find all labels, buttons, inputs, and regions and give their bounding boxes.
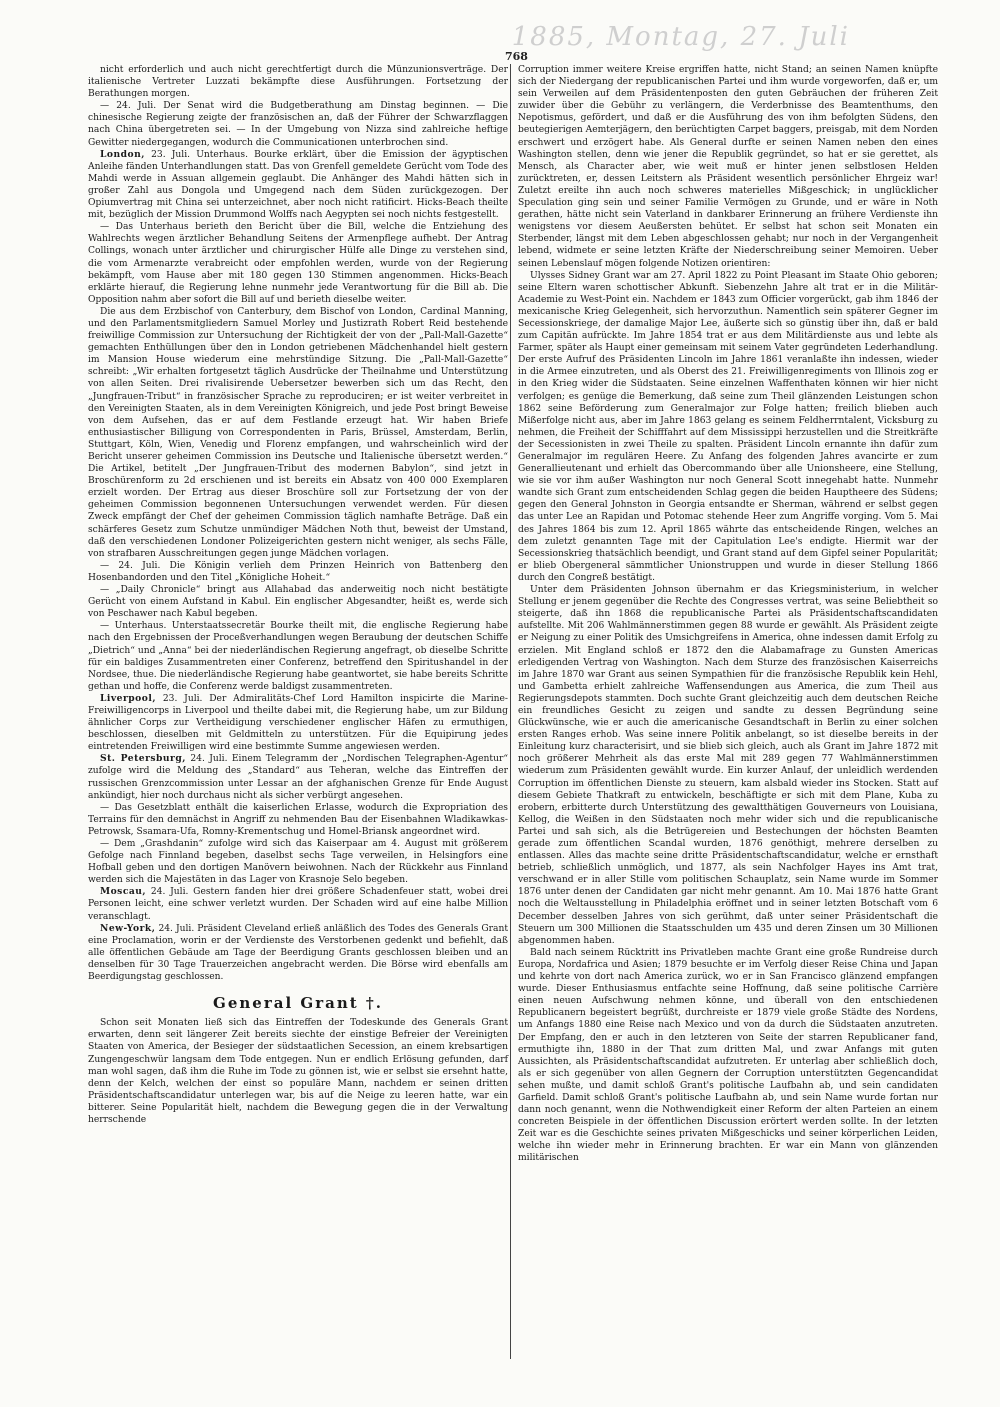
article-paragraph bbox=[518, 947, 938, 1165]
article-heading: General Grant †. bbox=[213, 994, 383, 1013]
article-paragraph bbox=[88, 100, 508, 148]
paragraph-text: — „Daily Chronicle“ bringt aus Allahabad das anderweitig noch nicht bestätigte Gerücht von einem Aufstand in Kabul. Ein englischer Abgesandter, heißt es, werde sich von Peschawer nach Kabul begeben. bbox=[88, 585, 508, 620]
article-paragraph bbox=[88, 838, 508, 886]
right-column bbox=[518, 64, 938, 1359]
dateline-city: London, bbox=[100, 148, 145, 160]
paragraph-text: 24. Juli. Präsident Cleveland erließ anläßlich des Todes des Generals Grant eine Proclamation, worin er der Verdienste des Verstorbenen gedenkt und befiehlt, daß alle öffentlichen Gebäude am Tage der Beerdigung Grants geschlossen bleiben und an denselben für 30 Tage Trauerzeichen angebracht werden. Die Börse wird ebenfalls am Beerdigungstag geschlossen. bbox=[88, 923, 509, 983]
article-paragraph bbox=[518, 270, 938, 584]
bleed-through-text: 1885, Montag, 27. Juli bbox=[511, 22, 850, 52]
paragraph-text: 23. Juli. Der Admiralitäts-Chef Lord Hamilton inspicirte die Marine-Freiwilligencorps in Liverpool und theilte dabei mit, die Regierung habe, um zur Bildung ähnlicher Corps zur Vertheidigung verschiedener englischer Häfen zu ermuthigen, beschlossen, dieselben mit Geldmitteln zu unterstützen. Für die Equipirung jedes eintretenden Freiwilligen wird eine bestimmte Summe angewiesen werden. bbox=[88, 693, 508, 753]
paragraph-text: 24. Juli. Gestern fanden hier drei größere Schadenfeuer statt, wobei drei Personen leicht, eine schwer verletzt wurden. Der Schaden wird auf eine halbe Million veranschlagt. bbox=[88, 887, 508, 922]
paragraph-text: — Dem „Grashdanin“ zufolge wird sich das Kaiserpaar am 4. August mit größerem Gefolge nach Finnland begeben, daselbst sechs Tage verweilen, in Helsingfors eine Hofball geben und den dortigen Manövern beiwohnen. Nach der Rückkehr aus Finnland werden sich die Majestäten in das Lager von Krasnoje Selo begeben. bbox=[88, 839, 508, 886]
article-paragraph bbox=[88, 923, 508, 983]
article-paragraph bbox=[88, 584, 508, 620]
article-paragraph bbox=[88, 1017, 508, 1126]
article-paragraph bbox=[88, 753, 508, 801]
article-paragraph bbox=[88, 221, 508, 306]
article-paragraph bbox=[518, 584, 938, 947]
paragraph-text: Die aus dem Erzbischof von Canterbury, dem Bischof von London, Cardinal Manning, und den Parlamentsmitgliedern Samuel Morley und Justizrath Robert Reid bestehende freiwillige Commission zur Untersuchung der Richtigkeit der von der „Pall-Mall-Gazette“ gemachten Enthüllungen über den in London getriebenen Mädchenhandel hielt gestern im Mansion House wiederum eine mehrstündige Sitzung. Die „Pall-Mall-Gazette“ schreibt: „Wir erhalten fortgesetzt täglich Ausdrücke der Theilnahme und Unterstützung von allen Seiten. Drei rivalisirende Uebersetzer bewerben sich um das Recht, den „Jungfrauen-Tribut“ in französischer Sprache zu reproduciren; er ist weiter verbreitet in den Vereinigten Staaten, als in dem Vereinigten Königreich, und jede Post bringt Beweise von dem Aufsehen, das er auf dem Festlande erzeugt hat. Wir haben Briefe enthusiastischer Billigung von Correspondenten in Paris, Brüssel, Amsterdam, Berlin, Stuttgart, Köln, Wien, Venedig und Florenz empfangen, und wahrscheinlich wird der Bericht unserer geheimen Commission ins Deutsche und Italienische übersetzt werden.“ Die Artikel, betitelt „Der Jungfrauen-Tribut des modernen Babylon“, sind jetzt in Broschürenform zu 2d erschienen und ist bereits ein Absatz von 400 000 Exemplaren erzielt worden. Der Ertrag aus dieser Broschüre soll zur Fortsetzung der von der geheimen Commission begonnenen Untersuchungen verwendet werden. Für diesen Zweck empfängt der Chef der geheimen Commission täglich namhafte Beträge. Daß ein schärferes Gesetz zum Schutze unmündiger Mädchen Noth thut, beweist der Umstand, daß den verschiedenen Londoner Polizeigerichten gestern nicht weniger, als sechs Fälle, von strafbaren Ausschreitungen gegen junge Mädchen vorlagen. bbox=[88, 306, 508, 559]
paragraph-text: — Das Gesetzblatt enthält die kaiserlichen Erlasse, wodurch die Expropriation des Terrains für den demnächst in Angriff zu nehmenden Bau der Eisenbahnen Wladikawkas-Petrowsk, Ssamara-Ufa, Romny-Krementschug und Homel-Briansk angeordnet wird. bbox=[88, 802, 508, 837]
dateline-city: Moscau, bbox=[100, 886, 147, 898]
paragraph-text: Unter dem Präsidenten Johnson übernahm er das Kriegsministerium, in welcher Stellung er jenem gegenüber die Rechte des Congresses vertrat, was seine Beliebtheit so steigerte, daß ihn 1868 die republicanische Partei als Präsidentschaftscandidaten aufstellte. Mit 206 Wahlmännerstimmen gegen 88 wurde er gewählt. Als Präsident zeigte er Neigung zu einer Politik des Umsichgreifens in America, ohne indessen damit Erfolg zu erzielen. Mit England schloß er 1872 den die Alabamafrage zu Gunsten Americas erledigenden Vertrag von Washington. Nach dem Sturze des französischen Kaiserreichs im Jahre 1870 war Grant aus seinen Sympathien für die französische Republik kein Hehl, und Gambetta erhielt zahlreiche Waffensendungen aus America, die zum Theil aus Regierungsdepots stammten. Doch suchte Grant gleichzeitig auch dem deutschen Reiche ein freundliches Gesicht zu zeigen und sandte zu dessen Begründung seine Glückwünsche, wie er auch die americanische Gesandtschaft in Berlin zu einer solchen ersten Ranges erhob. Was seine innere Politik anbelangt, so ist dieselbe bereits in der Einleitung kurz characterisirt, und sie blieb sich gleich, auch als Grant im Jahre 1872 mit noch größerer Mehrheit als das erste Mal mit 289 gegen 77 Wahlmännerstimmen wiederum zum Präsidenten gewählt wurde. Ein kurzer Anlauf, der unleidlich werdenden Corruption im öffentlichen Dienste zu steuern, kam alsbald wieder ins Stocken. Statt auf diesem Gebiete Thatkraft zu entwickeln, beschäftigte er sich mit dem Plane, Kuba zu erobern, erbitterte durch Unterstützung des gewaltthätigen Gouverneurs von Louisiana, Kellog, die Weißen in den Südstaaten noch mehr wider sich und die republicanische Partei und sah sich, als die Betrügereien und Bestechungen der höchsten Beamten gerade zum öffentlichen Scandal wurden, 1876 genöthigt, mehrere derselben zu entlassen. Alles das machte seine dritte Präsidentschaftscandidatur, welche er ernsthaft betrieb, schließlich unmöglich, und 1877, als sein Nachfolger Hayes ins Amt trat, verschwand er in aller Stille vom politischen Schauplatz, sein Name wurde im Sommer 1876 unter denen der Candidaten gar nicht mehr genannt. Am 10. Mai 1876 hatte Grant noch die Weltausstellung in Philadelphia eröffnet und in seiner letzten Botschaft vom 6 December desselben Jahres von sich gerühmt, daß unter seiner Präsidentschaft die Steuern um 300 Millionen die Staatsschulden um 435 und deren Zinsen um 30 Millionen abgenommen haben. bbox=[518, 585, 938, 946]
article-paragraph bbox=[88, 560, 508, 584]
article-paragraph bbox=[88, 306, 508, 560]
paragraph-text: Bald nach seinem Rücktritt ins Privatleben machte Grant eine große Rundreise durch Europa, Nordafrica und Asien; 1879 besuchte er im Verfolg dieser Reise China und Japan und kehrte von dort nach America zurück, wo er in San Francisco glänzend empfangen wurde. Dieser Enthusiasmus entfachte seine Hoffnung, daß seine politische Carrière einen neuen Aufschwung nehmen könne, und überall von den entschiedenen Republicanern begeistert begrüßt, durchreiste er 1879 viele große Städte des Nordens, um Anfangs 1880 eine Reise nach Mexico und von da durch die Südstaaten anzutreten. Der Empfang, den er auch in den letzteren von Seite der starren Republicaner fand, ermuthigte ihn, 1880 in der That zum dritten Mal, und zwar Anfangs mit guten Aussichten, als Präsidentschaftscandidat aufzutreten. Er unterlag aber schließlich doch, als er sich gegenüber von allen Gegnern der Corruption unterstützten Gegencandidat sehen mußte, und damit schloß Grant's politische Laufbahn ab, und sein candidaten Garfield. Damit schloß Grant's politische Laufbahn ab, und sein Name wurde fortan nur dann noch genannt, wenn die Nothwendigkeit einer Reform der alten Parteien an einem concreten Beispiele in der öffentlichen Discussion erörtert werden sollte. In der letzten Zeit war es die Geschichte seines privaten Mißgeschicks und seiner körperlichen Leiden, welche ihn wieder mehr in Erinnerung brachten. Er war ein Mann von glänzenden militärischen bbox=[518, 947, 938, 1164]
paragraph-text: nicht erforderlich und auch nicht gerechtfertigt durch die Münzunionsverträge. Der italienische Vertreter Luzzati bekämpfte diese Ausführungen. Fortsetzung der Berathungen morgen. bbox=[88, 65, 508, 100]
paragraph-text: — Unterhaus. Unterstaatssecretär Bourke theilt mit, die englische Regierung habe nach den Ergebnissen der Proceßverhandlungen wegen Beraubung der deutschen Schiffe „Dietrich“ und „Anna“ bei der niederländischen Regierung angefragt, ob dieselbe Schritte für ein baldiges Zusammentreten einer Conferenz, betreffend den Spiritushandel in der Nordsee, thue. Die niederländische Regierung habe geantwortet, sie habe bereits Schritte gethan und hoffe, die Conferenz werde baldigst zusammentreten. bbox=[88, 621, 508, 692]
paragraph-text: — 24. Juli. Die Königin verlieh dem Prinzen Heinrich von Battenberg den Hosenbandorden und den Titel „Königliche Hoheit.“ bbox=[88, 560, 508, 583]
paragraph-text: Ulysses Sidney Grant war am 27. April 1822 zu Point Pleasant im Staate Ohio geboren; seine Eltern waren schottischer Abkunft. Siebenzehn Jahre alt trat er in die Militär-Academie zu West-Point ein. Nachdem er 1843 zum Officier vorgerückt, gab ihm 1846 der mexicanische Krieg Gelegenheit, sich hervorzuthun. Namentlich sein späterer Gegner im Secessionskriege, der damalige Major Lee, äußerte sich so günstig über ihn, daß er bald zum Capitän aufrückte. Im Jahre 1854 trat er aus dem Militärdienste aus und lebte als Farmer, später als Haupt einer gemeinsam mit seinem Vater gegründeten Lederhandlung. Der erste Aufruf des Präsidenten Lincoln im Jahre 1861 veranlaßte ihn indessen, wieder in die Armee einzutreten, und als Oberst des 21. Freiwilligenregiments von Illinois zog er in den Krieg wider die Südstaaten. Seine einzelnen Waffenthaten können wir hier nicht verfolgen; es genüge die Bemerkung, daß seine zum Theil glänzenden Leistungen schon 1862 seine Beförderung zum Generalmajor zur Folge hatten; freilich blieben auch Mißerfolge nicht aus, aber im Jahre 1863 gelang es seinem Feldherrntalent, Vicksburg zu nehmen, die Freiheit der Schifffahrt auf dem Mississippi herzustellen und die Streitkräfte der Secessionisten in zwei Theile zu spalten. Präsident Lincoln ernannte ihn dafür zum Generalmajor im regulären Heere. Zu Anfang des folgenden Jahres avancirte er zum Generallieutenant und erhielt das Obercommando über alle Unionsheere, eine Stellung, wie sie vor ihm außer Washington nur noch General Scott innegehabt hatte. Nunmehr wandte sich Grant zum entscheidenden Schlag gegen die beiden Hauptheere des Südens; gegen den General Johnston in Georgia entsandte er Sherman, während er selbst gegen das unter Lee an Rapidan und Potomac stehende Heer zum Angriffe vorging. Vom 5. Mai des Jahres 1864 bis zum 12. April 1865 währte das entscheidende Ringen, welches an dem zuletzt genannten Tage mit der Capitulation Lee's endigte. Hiermit war der Secessionskrieg thatsächlich beendigt, und Grant stand auf dem Gipfel seiner Popularität; er blieb Obergeneral sämmtlicher Unionstruppen und wurde in dieser Stellung 1866 durch den Congreß bestätigt. bbox=[518, 270, 938, 583]
dateline-city: New-York, bbox=[100, 922, 156, 934]
article-paragraph bbox=[88, 693, 508, 753]
article-paragraph bbox=[88, 802, 508, 838]
paragraph-text: Corruption immer weitere Kreise ergriffen hatte, nicht Stand; an seinen Namen knüpfte sich der Niedergang der republicanischen Partei und ihm wurde vorgeworfen, daß er, um sein Verweilen auf dem Präsidentenposten den guten Gebräuchen der früheren Zeit zuwider über die Gebühr zu verlängern, die Verderbnisse des Beamtenthums, den Nepotismus, gefördert, und daß er die Ausführung des von ihm befolgten Südens, den beutegierigen Aemterjägern, den berüchtigten Carpet baggers, preisgab, mit dem Norden erschwert und erzögert habe. Als General durfte er seinen Namen neben den eines Washington stellen, denn wie jener die Republik gegründet, so hat er sie gerettet, als Mensch, als Character aber, wie weit muß er hinter jenen selbstlosen Helden zurücktreten, er, dessen Leitstern als Präsident wesentlich persönlicher Ehrgeiz war! Zuletzt ereilte ihn auch noch schweres materielles Mißgeschick; in unglücklicher Speculation ging sein und seiner Familie Vermögen zu Grunde, und er wäre in Noth gerathen, hätte nicht sein Vaterland in dankbarer Erinnerung an frühere Verdienste ihn wenigstens vor diesem Aeußersten behütet. Er selbst hat schon seit Monaten ein Sterbender, längst mit dem Leben abgeschlossen gehabt; nur noch in der Vergangenheit lebend, widmete er seine letzten Kräfte der Niederschreibung seiner Memoiren. Ueber seinen Lebenslauf mögen folgende Notizen orientiren: bbox=[518, 65, 938, 269]
article-paragraph bbox=[88, 64, 508, 100]
paragraph-text: — Das Unterhaus berieth den Bericht über die Bill, welche die Entziehung des Wahlrechts wegen ärztlicher Behandlung Seitens der Armenpflege aufhebt. Der Antrag Collings, wonach unter ärztlicher und chirurgischer Hülfe alle Dinge zu verstehen sind, die vom Armenarzte verabreicht oder empfohlen werden, wurde von der Regierung bekämpft, vom Hause aber mit 180 gegen 130 Stimmen angenommen. Hicks-Beach erklärte hierauf, die Regierung lehne nunmehr jede Verantwortung für die Bill ab. Die Opposition nahm aber sofort die Bill auf und berieth dieselbe weiter. bbox=[88, 222, 508, 305]
column-rule bbox=[510, 64, 511, 1359]
page-number: 768 bbox=[505, 50, 528, 63]
paragraph-text: 23. Juli. Unterhaus. Bourke erklärt, über die Emission der ägyptischen Anleihe fänden Unterhandlungen statt. Das von Grenfell gemeldete Gerücht vom Tode des Mahdi werde in Assuan allgemein geglaubt. Die Anhänger des Mahdi hätten sich in großer Zahl aus Dongola und Umgegend nach dem Süden zurückgezogen. Der Opiumvertrag mit China sei unterzeichnet, aber noch nicht ratificirt. Hicks-Beach theilte mit, bezüglich der Mission Drummond Wolffs nach Aegypten sei noch nichts festgestellt. bbox=[88, 149, 508, 221]
paragraph-text: — 24. Juli. Der Senat wird die Budgetberathung am Dinstag beginnen. — Die chinesische Regierung zeigte der französischen an, daß der Führer der Schwarzflaggen nach China übergetreten sei. — In der Umgebung von Nizza sind zahlreiche heftige Gewitter niedergegangen, wodurch die Communicationen unterbrochen sind. bbox=[88, 101, 508, 148]
dateline-city: St. Petersburg, bbox=[100, 753, 186, 765]
article-paragraph bbox=[88, 620, 508, 693]
article-paragraph bbox=[518, 64, 938, 270]
article-paragraph bbox=[88, 886, 508, 922]
left-column bbox=[88, 64, 508, 1354]
dateline-city: Liverpool, bbox=[100, 692, 156, 704]
article-paragraph bbox=[88, 149, 508, 222]
paragraph-text: 24. Juli. Einem Telegramm der „Nordischen Telegraphen-Agentur“ zufolge wird die Meldung des „Standard“ aus Teheran, welche das Eintreffen der russischen Grenzcommission unter Lessar an der afghanischen Grenze für Ende August ankündigt, hier noch durchaus nicht als sicher verbürgt angesehen. bbox=[88, 754, 508, 801]
paragraph-text: Schon seit Monaten ließ sich das Eintreffen der Todeskunde des Generals Grant erwarten, denn seit längerer Zeit bereits siechte der einstige Befreier der Vereinigten Staaten von America, der Besieger der südstaatlichen Secession, an einem krebsartigen Zungengeschwür langsam dem Tode entgegen. Nun er endlich Erlösung gefunden, darf man wohl sagen, daß ihm die Ruhe im Tode zu gönnen ist, wie er selbst sie ersehnt hatte, denn der Kelch, welchen der einst so populäre Mann, nachdem er seinen dritten Präsidentschaftscandidatur unterlegen war, bis auf die Neige zu leeren hatte, war ein bitterer. Seine Popularität hielt, nachdem die Bewegung gegen die in der Verwaltung herrschende bbox=[88, 1018, 508, 1125]
